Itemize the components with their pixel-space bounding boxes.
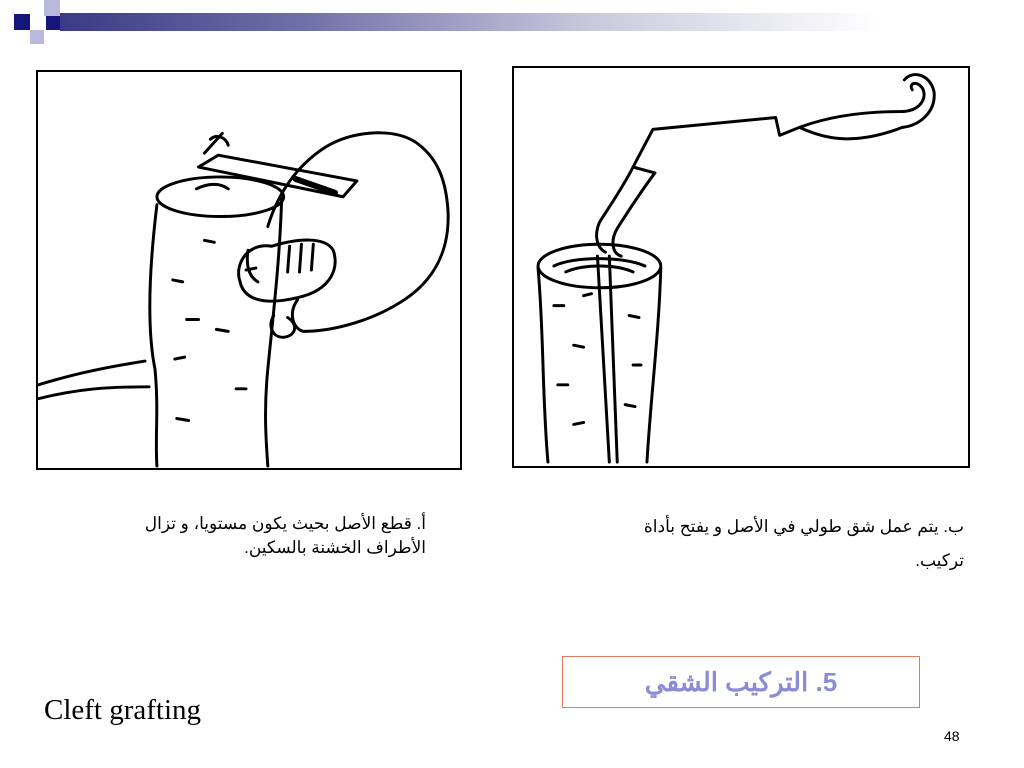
slide-title: 5. التركيب الشقي [644,666,838,697]
splitting-stock-drawing [514,68,968,466]
cutting-stock-drawing [38,72,460,468]
decor-square-dark [46,16,60,30]
header-decoration [0,0,1024,48]
decor-square-light [44,0,60,16]
decor-square-light [30,30,44,44]
caption-b-line2: تركيب. [915,551,964,570]
caption-figure-b [560,510,964,578]
english-subtitle: Cleft grafting [44,694,202,726]
caption-b-line1: ب. يتم عمل شق طولي في الأصل و يفتح بأداة [643,517,964,536]
header-gradient-bar [60,13,1024,31]
caption-a-line2: الأطراف الخشنة بالسكين. [244,538,426,557]
illustration-splitting-stock [512,66,970,468]
caption-figure-a [60,512,426,560]
illustration-cutting-stock [36,70,462,470]
decor-square-dark [14,14,30,30]
caption-a-line1: أ. قطع الأصل بحيث يكون مستويا، و تزال [144,514,426,533]
slide-title-box [562,656,920,708]
page-number: 48 [944,728,960,744]
